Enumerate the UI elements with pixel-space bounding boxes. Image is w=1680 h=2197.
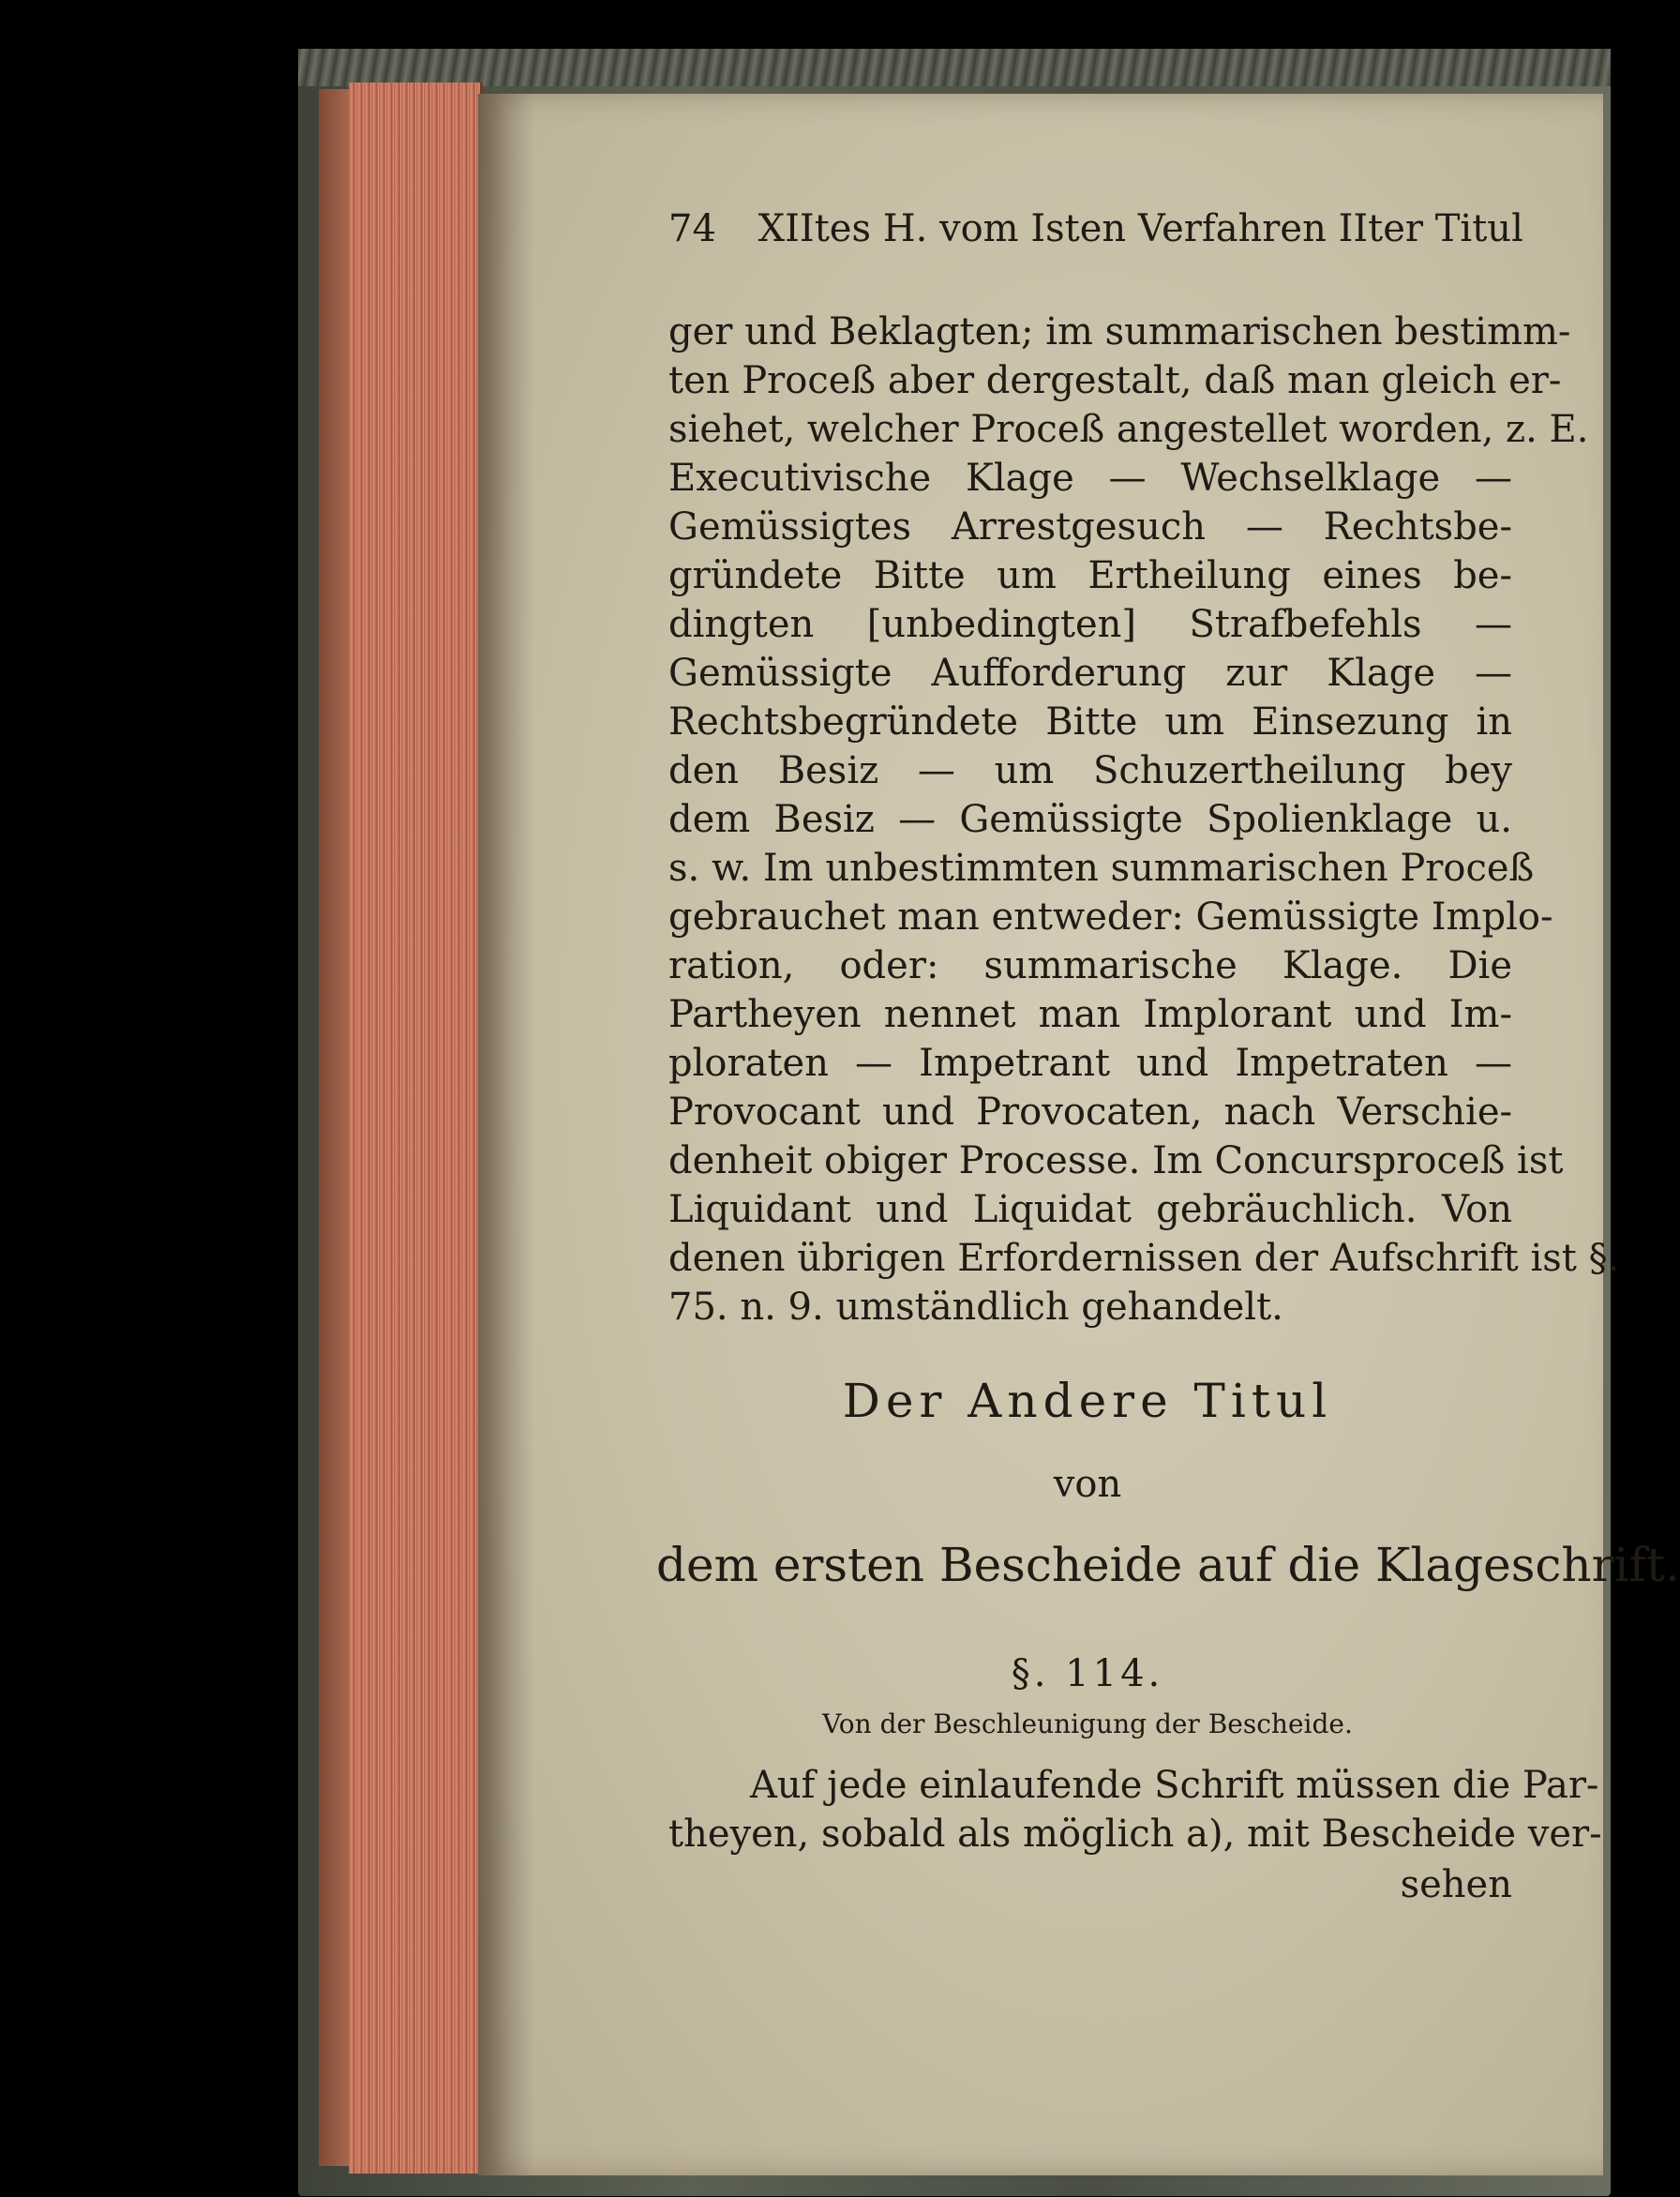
cover-edge <box>298 49 1611 86</box>
text-line: gebrauchet man entweder: Gemüssigte Implo- <box>668 895 1553 939</box>
gutter-shadow <box>478 94 534 2175</box>
running-title: XIItes H. vom Isten Verfahren IIter Titul <box>758 207 1523 250</box>
section-subtitle: dem ersten Bescheide auf die Klageschrift. <box>656 1538 1680 1592</box>
page-number: 74 <box>668 207 716 250</box>
text-line: Partheyen nennet man Implorant und Im- <box>668 993 1512 1036</box>
text-line: gründete Bitte um Ertheilung eines be- <box>668 554 1512 597</box>
text-line: dem Besiz — Gemüssigte Spolienklage u. <box>668 798 1512 841</box>
text-line: siehet, welcher Proceß angestellet worden, z. E. <box>668 408 1589 451</box>
text-line: s. w. Im unbestimmten summarischen Proceß <box>668 847 1535 890</box>
section-connector: von <box>1053 1463 1122 1506</box>
running-header <box>668 206 1523 251</box>
text-line: ration, oder: summarische Klage. Die <box>668 944 1512 987</box>
text-line: Gemüssigtes Arrestgesuch — Rechtsbe- <box>668 505 1512 549</box>
text-line: Rechtsbegründete Bitte um Einsezung in <box>668 700 1512 744</box>
paragraph-heading: Von der Beschleunigung der Bescheide. <box>822 1708 1353 1739</box>
text-line: denen übrigen Erfordernissen der Aufschrift ist §. <box>668 1237 1620 1280</box>
text-line: Gemüssigte Aufforderung zur Klage — <box>668 652 1512 695</box>
catchword: sehen <box>1400 1863 1512 1906</box>
text-line: Liquidant und Liquidat gebräuchlich. Von <box>668 1188 1512 1231</box>
paragraph-mark: §. 114. <box>1011 1652 1164 1695</box>
text-line: denheit obiger Processe. Im Concursproceß ist <box>668 1139 1564 1182</box>
text-line: den Besiz — um Schuzertheilung bey <box>668 749 1512 792</box>
text-line: Executivische Klage — Wechselklage — <box>668 457 1512 500</box>
text-line: Provocant und Provocaten, nach Verschie- <box>668 1091 1512 1134</box>
text-line: Auf jede einlaufende Schrift müssen die Par- <box>750 1764 1599 1807</box>
section-title: Der Andere Titul <box>842 1374 1333 1428</box>
text-line: 75. n. 9. umständlich gehandelt. <box>668 1286 1283 1329</box>
text-line: ploraten — Impetrant und Impetraten — <box>668 1042 1512 1085</box>
page-edges <box>349 83 483 2174</box>
text-line: dingten [unbedingten] Strafbefehls — <box>668 603 1512 646</box>
text-line: theyen, sobald als möglich a), mit Bescheide ver- <box>668 1813 1602 1856</box>
page-block-shadow <box>319 89 351 2166</box>
text-line: ger und Beklagten; im summarischen bestimm- <box>668 310 1571 354</box>
text-line: ten Proceß aber dergestalt, daß man gleich er- <box>668 359 1562 402</box>
